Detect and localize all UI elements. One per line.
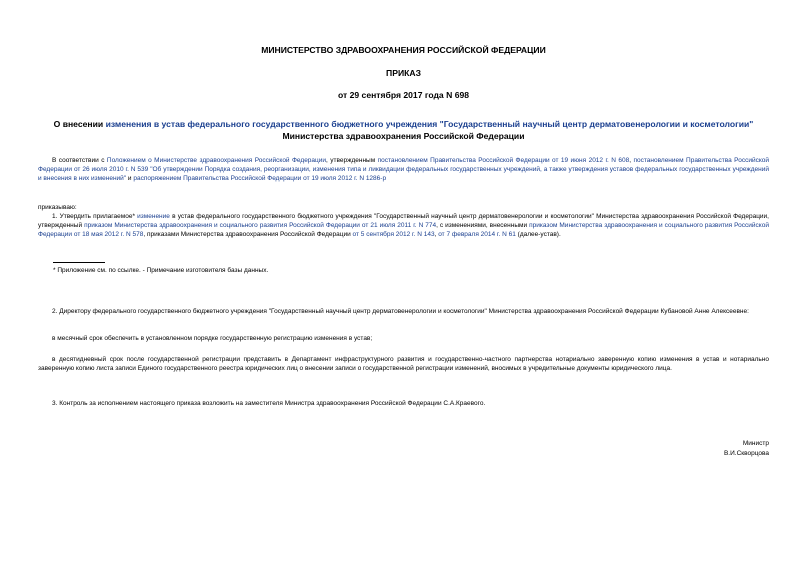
document-title: [40, 118, 767, 142]
footnote: * Приложение см. по ссылке. - Примечание изготовителя базы данных.: [53, 267, 269, 274]
signature-block: [724, 439, 769, 459]
order-774-link[interactable]: приказом Министерства здравоохранения и социального развития Российской Федерации от 21 июля 2011 г. N 774: [84, 222, 437, 230]
preamble-text: ,: [629, 157, 634, 164]
item-1-text: , приказами Министерства здравоохранения Российской Федерации: [143, 231, 353, 239]
resolution-608-link[interactable]: постановлением Правительства Российской Федерации от 19 июня 2012 г. N 608: [377, 157, 630, 164]
resolution-539-link[interactable]: постановлением Правительства Российской Федерации от 26 июля 2010 г. N 539 "Об утверждении Порядка создания, реорганизации, изменения типа и ликвидации федеральных государственных учреждений, а также утверждения уставов федеральных государственных учреждений и внесения в них изменений": [38, 157, 769, 183]
preamble-paragraph: [38, 156, 769, 184]
item-1-text: в устав федерального государственного бюджетного учреждения "Государственный научный центр дерматовенерологии и косметологии" Министерства здравоохранения Российской Федерации, утвержденный: [38, 213, 769, 230]
document-date-number: от 29 сентября 2017 года N 698: [337, 90, 470, 100]
item-1-paragraph: [38, 212, 769, 240]
order-1286-link[interactable]: распоряжением Правительства Российской Федерации от 19 июля 2012 г. N 1286-р: [133, 175, 387, 183]
footnote-divider: [53, 262, 105, 263]
order-143-link[interactable]: от 5 сентября 2012 г. N 143: [352, 231, 435, 239]
title-prefix: О внесении: [53, 119, 106, 129]
item-2a-paragraph: в месячный срок обеспечить в установленном порядке государственную регистрацию изменения в устав;: [52, 335, 373, 342]
title-suffix: Министерства здравоохранения Российской Федерации: [282, 131, 525, 141]
preamble-text: и: [126, 175, 134, 183]
signatory-position: Министр: [742, 440, 769, 447]
order-word: приказываю:: [38, 204, 77, 211]
amendment-link[interactable]: изменение: [137, 213, 170, 220]
item-1-text: ,: [434, 231, 439, 239]
item-1-text: 1. Утвердить прилагаемое*: [52, 213, 138, 220]
item-1-text: , с изменениями, внесенными: [436, 222, 530, 230]
preamble-text: , утвержденным: [326, 157, 378, 164]
document-type: ПРИКАЗ: [386, 68, 421, 78]
order-578-link[interactable]: приказом Министерства здравоохранения и социального развития Российской Федерации от 18 мая 2012 г. N 578: [38, 222, 769, 239]
item-3-paragraph: 3. Контроль за исполнением настоящего приказа возложить на заместителя Министра здравоохранения Российской Федерации С.А.Краевого.: [52, 400, 486, 407]
item-2-paragraph: 2. Директору федерального государственного бюджетного учреждения "Государственный научный центр дерматовенерологии и косметологии" Министерства здравоохранения Российской Федерации Кубановой Анне Алексеевне:: [52, 308, 749, 315]
preamble-text: В соответствии с: [52, 157, 107, 164]
regulation-link[interactable]: Положением о Министерстве здравоохранения Российской Федерации: [106, 157, 327, 164]
item-2b-paragraph: в десятидневный срок после государственной регистрации представить в Департамент инфраструктурного развития и государственно-частного партнерства нотариально заверенную копию изменения в устав и нотариально заверенную копию листа записи Единого государственного реестра юридических лиц о внесении записи о государственной регистрации изменений, вносимых в учредительные документы юридического лица.: [38, 356, 769, 373]
signatory-name: В.И.Скворцова: [723, 450, 769, 457]
ministry-heading: МИНИСТЕРСТВО ЗДРАВООХРАНЕНИЯ РОССИЙСКОЙ ФЕДЕРАЦИИ: [261, 45, 546, 55]
title-link[interactable]: изменения в устав федерального государственного бюджетного учреждения "Государственный научный центр дерматовенерологии и косметологии": [105, 119, 754, 129]
item-1-text: (далее-устав).: [515, 231, 561, 239]
order-61-link[interactable]: от 7 февраля 2014 г. N 61: [438, 231, 516, 239]
